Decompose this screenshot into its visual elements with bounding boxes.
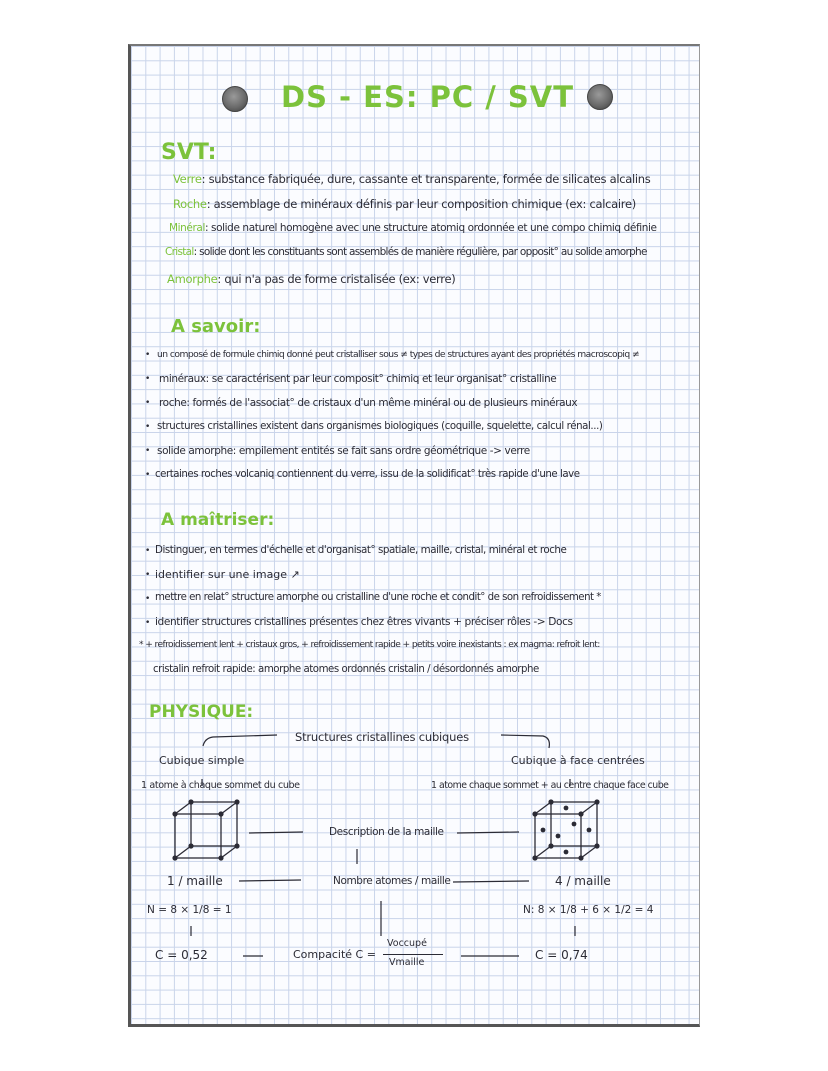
left-atom-count: 1 / maille — [167, 874, 223, 888]
bullet-icon: • — [145, 350, 151, 360]
bullet-icon: • — [145, 446, 151, 456]
compacity-label: Compacité C = — [293, 948, 376, 961]
savoir-item-4: structures cristallines existent dans organismes biologiques (coquille, squelette, calcul rénal...) — [157, 421, 603, 432]
right-atom-count: 4 / maille — [555, 874, 611, 888]
savoir-item-5: solide amorphe: empilement entités se fait sans ordre géométrique -> verre — [157, 445, 530, 457]
diagram-title: Structures cristallines cubiques — [295, 730, 469, 744]
compacity-denominator: Vmaille — [389, 957, 425, 968]
right-cube-description: 1 atome chaque sommet + au centre chaque face cube — [431, 780, 669, 791]
left-atom-formula: N = 8 × 1/8 = 1 — [147, 904, 232, 916]
term-amorphe: Amorphe — [167, 272, 218, 286]
savoir-item-6: certaines roches volcaniq contiennent du verre, issu de la solidificat° très rapide d'une lave — [155, 469, 580, 480]
maitriser-heading: A maîtriser: — [161, 510, 275, 530]
savoir-item-1: un composé de formule chimiq donné peut cristalliser sous ≠ types de structures ayant des propriétés macroscopiq ≠ — [157, 349, 640, 360]
simple-cubic-cube-icon — [171, 798, 243, 864]
term-mineral: Minéral — [169, 222, 205, 234]
right-atom-formula: N: 8 × 1/8 + 6 × 1/2 = 4 — [523, 904, 654, 916]
bullet-icon: • — [145, 594, 151, 604]
term-cristal: Cristal — [165, 246, 194, 258]
page-title: DS - ES: PC / SVT — [281, 80, 575, 114]
savoir-item-3: roche: formés de l'associat° de cristaux d'un même minéral ou de plusieurs minéraux — [159, 397, 578, 409]
maitriser-item-4: identifier structures cristallines présentes chez êtres vivants + préciser rôles -> Docs — [155, 616, 573, 628]
notebook-page — [128, 44, 700, 1027]
definition-mineral-text: : solide naturel homogène avec une structure atomiq ordonnée et une compo chimiq définie — [204, 222, 657, 234]
bullet-icon: • — [145, 398, 151, 408]
definition-roche-text: : assemblage de minéraux définis par leur composition chimique (ex: calcaire) — [206, 197, 636, 211]
definition-amorphe-text: : qui n'a pas de forme cristalisée (ex: verre) — [217, 272, 456, 286]
svt-heading: SVT: — [161, 140, 217, 165]
physique-heading: PHYSIQUE: — [149, 702, 254, 722]
term-roche: Roche — [173, 197, 207, 211]
bullet-icon: • — [145, 470, 151, 480]
bullet-icon: • — [145, 618, 151, 628]
compacity-numerator: Voccupé — [387, 938, 427, 949]
bullet-icon: • — [145, 570, 151, 580]
definition-verre-text: : substance fabriquée, dure, cassante et transparente, formée de silicates alcalins — [201, 172, 651, 186]
savoir-item-2: minéraux: se caractérisent par leur composit° chimiq et leur organisat° cristalline — [159, 373, 557, 385]
atoms-per-cell-label: Nombre atomes / maille — [333, 875, 451, 887]
savoir-heading: A savoir: — [171, 316, 261, 337]
right-cube-label: Cubique à face centrées — [511, 754, 645, 767]
cell-description-label: Description de la maille — [329, 826, 444, 838]
maitriser-note-line-2: cristalin refroit rapide: amorphe atomes ordonnés cristalin / désordonnés amorphe — [153, 664, 539, 675]
right-compacity-value: C = 0,74 — [535, 948, 588, 962]
maitriser-item-2: identifier sur une image ↗ — [155, 568, 300, 581]
face-centered-cubic-cube-icon — [531, 798, 603, 864]
maitriser-item-3: mettre en relat° structure amorphe ou cristalline d'une roche et condit° de son refroidissement * — [155, 592, 601, 603]
bullet-icon: • — [145, 422, 151, 432]
maitriser-note-line-1: * + refroidissement lent + cristaux gros, + refroidissement rapide + petits voire inexistants : ex magma: refroit lent: — [139, 640, 600, 650]
left-cube-label: Cubique simple — [159, 754, 245, 767]
bullet-icon: • — [145, 546, 151, 556]
fraction-bar — [383, 954, 443, 955]
term-verre: Verre — [173, 172, 202, 186]
definition-cristal-text: : solide dont les constituants sont assemblés de manière régulière, par opposit° au solide amorphe — [193, 246, 647, 258]
left-compacity-value: C = 0,52 — [155, 948, 208, 962]
left-cube-description: 1 atome à chaque sommet du cube — [141, 780, 300, 791]
maitriser-item-1: Distinguer, en termes d'échelle et d'organisat° spatiale, maille, cristal, minéral et roche — [155, 544, 567, 556]
bullet-icon: • — [145, 374, 151, 384]
